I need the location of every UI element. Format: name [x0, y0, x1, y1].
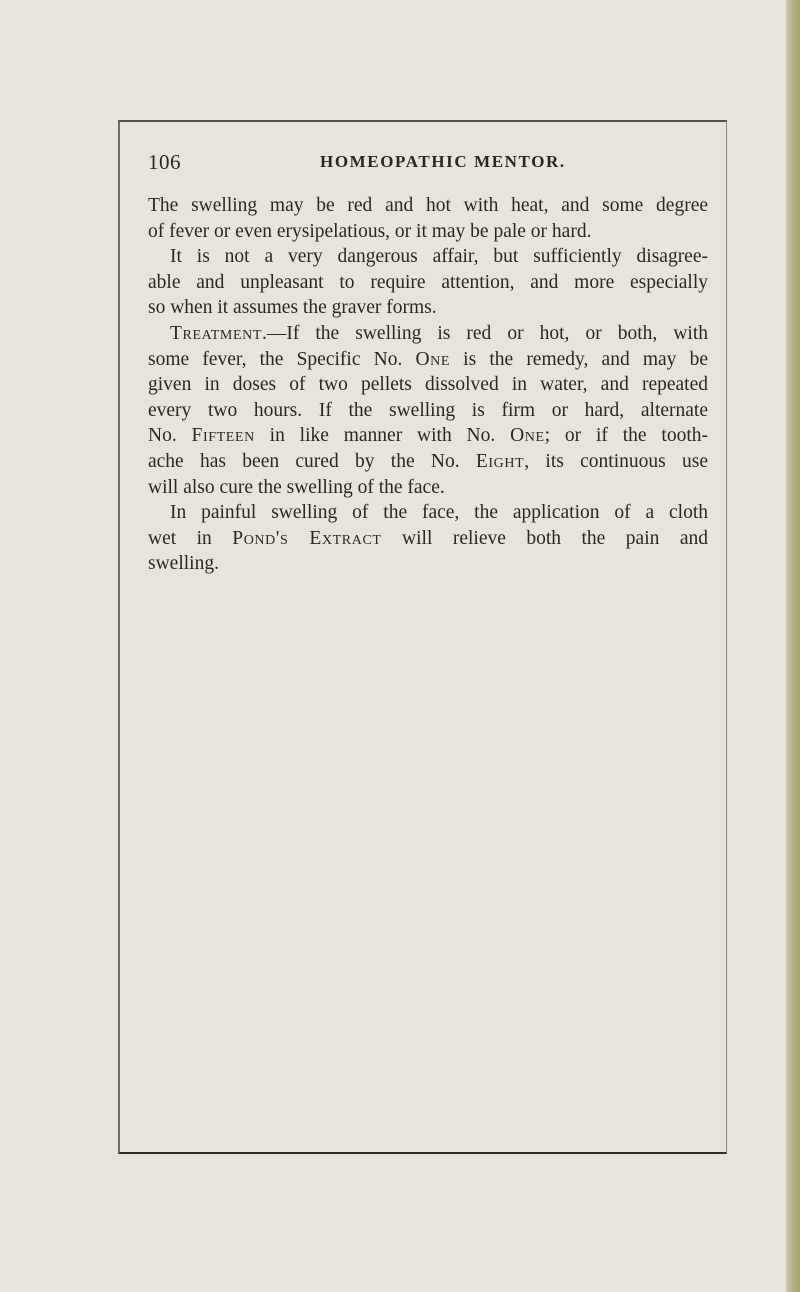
text-line: In painful swelling of the face, the application of a cloth: [170, 502, 708, 524]
body-text: [148, 193, 708, 577]
text-line: will also cure the swelling of the face.: [148, 476, 445, 498]
text-line: every two hours. If the swelling is firm or hard, alternate: [148, 399, 708, 421]
text-line: It is not a very dangerous affair, but sufficiently disagree-: [170, 246, 708, 268]
small-caps-term: Pond's Extract: [232, 527, 382, 549]
text-line: The swelling may be red and hot with heat, and some degree: [148, 195, 708, 216]
text-line: of fever or even erysipelatious, or it may be pale or hard.: [148, 220, 592, 242]
running-head: [148, 150, 708, 176]
text-line: so when it assumes the graver forms.: [148, 297, 437, 319]
text-line: Treatment.—If the swelling is red or hot, or both, with: [170, 322, 708, 344]
small-caps-term: Eight: [475, 450, 525, 472]
text-line: able and unpleasant to require attention, and more especially: [148, 271, 708, 293]
text-line: ache has been cured by the No. Eight, its continuous use: [148, 450, 708, 472]
text-line: No. Fifteen in like manner with No. One; or if the tooth-: [148, 425, 708, 447]
text-line: swelling.: [148, 553, 219, 575]
text-line: wet in Pond's Extract will relieve both the pain and: [148, 527, 708, 549]
page-edge-strip: [786, 0, 800, 1292]
running-title: HOMEOPATHIC MENTOR.: [320, 152, 566, 171]
small-caps-term: One: [510, 425, 545, 447]
small-caps-term: Fifteen: [191, 425, 255, 447]
small-caps-term: One: [415, 348, 451, 370]
small-caps-term: Treatment: [170, 322, 262, 344]
page-number: 106: [148, 150, 181, 174]
text-line: given in doses of two pellets dissolved in water, and repeated: [148, 374, 708, 396]
text-line: some fever, the Specific No. One is the remedy, and may be: [148, 348, 708, 370]
